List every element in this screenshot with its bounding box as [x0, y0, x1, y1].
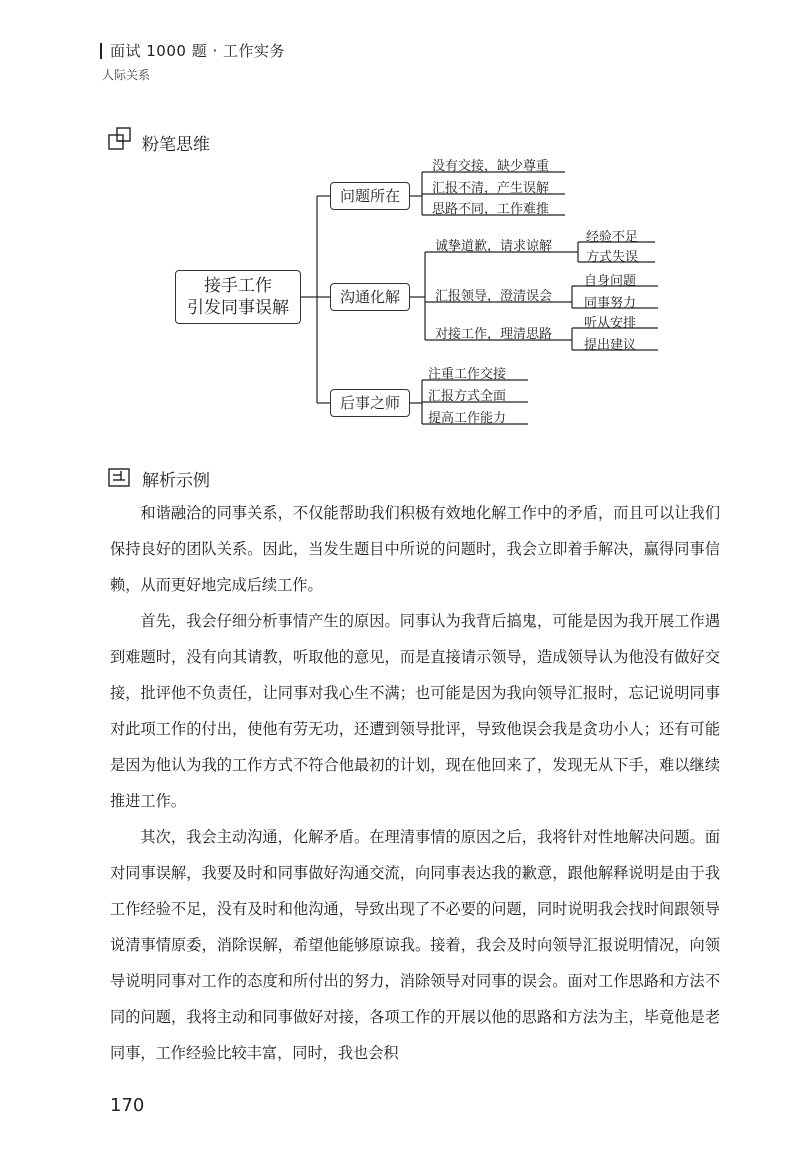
- mindmap-leaf: 同事努力: [584, 296, 637, 311]
- mindmap-leaf: 自身问题: [584, 274, 637, 289]
- section-title-mindmap: 粉笔思维: [142, 135, 210, 155]
- mindmap-root: [175, 270, 301, 324]
- paragraph-first: 首先，我会仔细分析事情产生的原因。同事认为我背后搞鬼，可能是因为我开展工作遇到难题时，没有向其请教，听取他的意见，而是直接请示领导，造成领导认为他没有做好交接，批评他不负责任，让同事对我心生不满；也可能是因为我向领导汇报时，忘记说明同事对此项工作的付出，使他有劳无功，还遭到领导批评，导致他误会我是贪功小人；还有可能是因为他认为我的工作方式不符合他最初的计划，现在他回来了，发现无从下手，难以继续推进工作。: [110, 612, 720, 810]
- page-number: 170: [110, 1095, 145, 1116]
- mindmap-leaf: 没有交接，缺少尊重: [432, 159, 550, 174]
- mindmap-branch-problem: 问题所在: [330, 182, 410, 210]
- section-title-analysis: 解析示例: [142, 471, 210, 491]
- mindmap-sub: 诚挚道歉，请求谅解: [435, 239, 553, 254]
- mindmap-leaf: 提出建议: [584, 338, 637, 353]
- mindmap-leaf: 思路不同，工作难推: [432, 202, 550, 217]
- mindmap-leaf: 注重工作交接: [428, 367, 507, 382]
- paragraph-second: 其次，我会主动沟通，化解矛盾。在理清事情的原因之后，我将针对性地解决问题。面对同事误解，我要及时和同事做好沟通交流，向同事表达我的歉意，跟他解释说明是由于我工作经验不足，没有及时和他沟通，导致出现了不必要的问题，同时说明我会找时间跟领导说清事情原委，消除误解，希望他能够原谅我。接着，我会及时向领导汇报说明情况，向领导说明同事对工作的态度和所付出的努力，消除领导对同事的误会。面对工作思路和方法不同的问题，我将主动和同事做好对接，各项工作的开展以他的思路和方法为主，毕竟他是老同事，工作经验比较丰富，同时，我也会积: [110, 828, 720, 1062]
- mindmap-leaf: 方式失误: [586, 250, 639, 265]
- analysis-box-icon: [108, 468, 130, 488]
- mindmap-sub: 对接工作，理清思路: [435, 327, 553, 342]
- book-title: 面试 1000 题 · 工作实务: [110, 42, 286, 60]
- mindmap-branch-lesson: 后事之师: [330, 389, 410, 417]
- analysis-body: [110, 495, 720, 1071]
- mindmap-leaf: 汇报不清，产生误解: [432, 181, 550, 196]
- mindmap-branch-communicate: 沟通化解: [330, 283, 410, 311]
- mindmap-root-line1: 接手工作: [204, 276, 272, 296]
- chapter-subtitle: 人际关系: [102, 68, 151, 82]
- mindmap-leaf: 经验不足: [586, 230, 639, 245]
- mindmap-leaf: 汇报方式全面: [428, 389, 507, 404]
- mindmap-leaf: 提高工作能力: [428, 411, 507, 426]
- mindmap-leaf: 听从安排: [584, 316, 637, 331]
- mindmap-sub: 汇报领导，澄清误会: [435, 289, 553, 304]
- paragraph-intro: 和谐融洽的同事关系，不仅能帮助我们积极有效地化解工作中的矛盾，而且可以让我们保持良好的团队关系。因此，当发生题目中所说的问题时，我会立即着手解决，赢得同事信赖，从而更好地完成后续工作。: [110, 504, 720, 594]
- mindmap-root-line2: 引发同事误解: [187, 298, 289, 318]
